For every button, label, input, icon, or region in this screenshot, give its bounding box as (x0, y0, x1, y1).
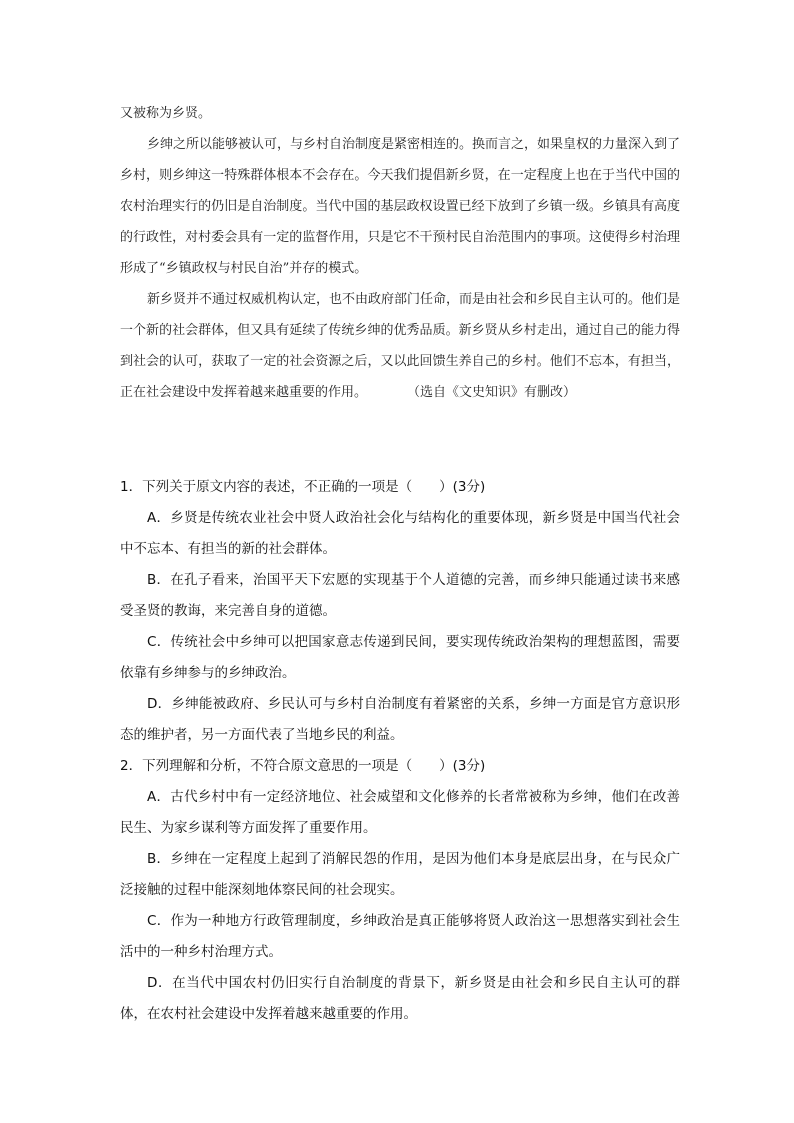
question-2 (120, 751, 680, 1030)
option-d: D．乡绅能被政府、乡民认可与乡村自治制度有着紧密的关系，乡绅一方面是官方意识形态的维护者，另一方面代表了当地乡民的利益。 (120, 696, 680, 743)
question-stem: 1．下列关于原文内容的表述，不正确的一项是（ ）(3分) (120, 479, 486, 495)
option-c: C．传统社会中乡绅可以把国家意志传递到民间，要实现传统政治架构的理想蓝图，需要依靠有乡绅参与的乡绅政治。 (120, 634, 680, 681)
option-a: A．古代乡村中有一定经济地位、社会威望和文化修养的长者常被称为乡绅，他们在改善民生、为家乡谋利等方面发挥了重要作用。 (120, 789, 680, 836)
reading-passage (120, 98, 680, 408)
question-list (120, 472, 680, 1030)
passage-paragraph: 又被称为乡贤。 (120, 106, 212, 121)
option-a: A．乡贤是传统农业社会中贤人政治社会化与结构化的重要体现，新乡贤是中国当代社会中不忘本、有担当的新的社会群体。 (120, 510, 680, 557)
question-stem: 2．下列理解和分析，不符合原文意思的一项是（ ）(3分) (120, 758, 486, 774)
passage-paragraph (120, 284, 680, 408)
option-b: B．在孔子看来，治国平天下宏愿的实现基于个人道德的完善，而乡绅只能通过读书来感受圣贤的教诲，来完善自身的道德。 (120, 572, 680, 619)
option-c: C．作为一种地方行政管理制度，乡绅政治是真正能够将贤人政治这一思想落实到社会生活中的一种乡村治理方式。 (120, 913, 680, 960)
passage-source: （选自《文史知识》有删改） (407, 385, 577, 400)
question-1 (120, 472, 680, 751)
passage-paragraph: 乡绅之所以能够被认可，与乡村自治制度是紧密相连的。换而言之，如果皇权的力量深入到了乡村，则乡绅这一特殊群体根本不会存在。今天我们提倡新乡贤，在一定程度上也在于当代中国的农村治理实行的仍旧是自治制度。当代中国的基层政权设置已经下放到了乡镇一级。乡镇具有高度的行政性，对村委会具有一定的监督作用，只是它不干预村民自治范围内的事项。这使得乡村治理形成了“乡镇政权与村民自治”并存的模式。 (120, 137, 681, 276)
option-b: B．乡绅在一定程度上起到了消解民怨的作用，是因为他们本身是底层出身，在与民众广泛接触的过程中能深刻地体察民间的社会现实。 (120, 851, 680, 898)
passage-paragraph-text: 新乡贤并不通过权威机构认定，也不由政府部门任命，而是由社会和乡民自主认可的。他们是一个新的社会群体，但又具有延续了传统乡绅的优秀品质。新乡贤从乡村走出，通过自己的能力得到社会的认可，获取了一定的社会资源之后，又以此回馈生养自己的乡村。他们不忘本，有担当，正在社会建设中发挥着越来越重要的作用。 (120, 292, 681, 400)
option-d: D．在当代中国农村仍旧实行自治制度的背景下，新乡贤是由社会和乡民自主认可的群体，在农村社会建设中发挥着越来越重要的作用。 (120, 975, 680, 1022)
